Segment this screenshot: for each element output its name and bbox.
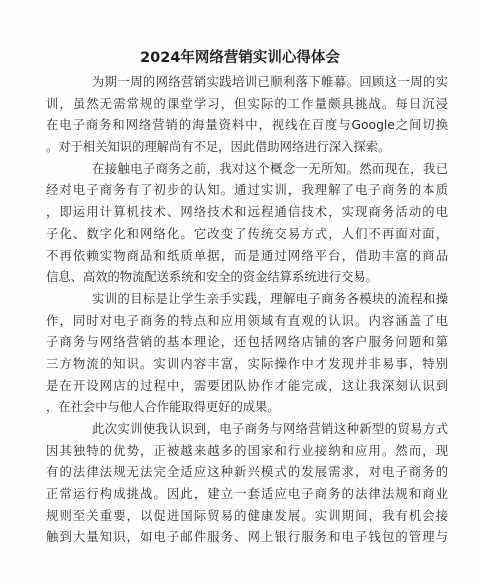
paragraph-1-line-4: 。对于相关知识的理解尚有不足，因此借助网络进行深入探索。 [46,140,391,155]
paragraph-2-line-5: 不再依赖实物商品和纸质单据，而是通过网络平台，借助丰富的商品 [46,248,448,263]
paragraph-4-line-5: 规则至关重要，以促进国际贸易的健康发展。实训期间，我有机会接 [46,508,448,523]
paragraph-4-line-1: 此次实训使我认识到，电子商务与网络营销这种新型的贸易方式 [92,422,448,436]
paragraph-4-line-2: 因其独特的优势，正被越来越多的国家和行业接纳和应用。然而，现 [46,443,448,458]
paragraph-2-line-2: 经对电子商务有了初步的认知。通过实训，我理解了电子商务的本质 [46,183,448,198]
paragraph-3-line-1: 实训的目标是让学生亲手实践，理解电子商务各模块的流程和操 [92,291,448,306]
paragraph-2-line-1: 在接触电子商务之前，我对这个概念一无所知。然而现在，我已 [92,161,448,176]
paragraph-4-line-4: 正常运行构成挑战。因此，建立一套适应电子商务的法律法规和商业 [46,487,448,502]
paragraph-2-line-3: ，即运用计算机技术、网络技术和远程通信技术，实现商务活动的电 [46,205,448,220]
paragraph-2-line-4: 子化、数字化和网络化。它改变了传统交易方式，人们不再面对面， [46,226,448,241]
paragraph-4-line-6: 触到大量知识，如电子邮件服务、网上银行服务和电子钱包的管理与 [46,530,448,545]
document-title: 2024年网络营销实训心得体会 [140,50,340,66]
paragraph-1-line-2: 训，虽然无需常规的课堂学习，但实际的工作量颇具挑战。每日沉浸 [46,96,448,111]
paragraph-3-line-3: 子商务与网络营销的基本理论，还包括网络店铺的客户服务问题和第 [46,335,448,350]
paragraph-3-line-5: 是在开设网店的过程中，需要团队协作才能完成，这让我深刻认识到 [46,378,448,393]
paragraph-3-line-4: 三方物流的知识。实训内容丰富，实际操作中才发现并非易事，特别 [46,356,448,371]
paragraph-1-line-3: 在电子商务和网络营销的海量资料中，视线在百度与Google之间切换 [46,118,448,133]
paragraph-2-line-6: 信息、高效的物流配送系统和安全的资金结算系统进行交易。 [46,270,379,285]
paragraph-3-line-6: ，在社会中与他人合作能取得更好的成果。 [46,400,280,415]
paragraph-4-line-3: 有的法律法规无法完全适应这种新兴模式的发展需求，对电子商务的 [46,465,448,480]
paragraph-3-line-2: 作，同时对电子商务的特点和应用领域有直观的认识。内容涵盖了电 [46,313,448,328]
paragraph-1-line-1: 为期一周的网络营销实践培训已顺利落下帷幕。回顾这一周的实 [92,75,448,89]
document-body [46,72,448,549]
